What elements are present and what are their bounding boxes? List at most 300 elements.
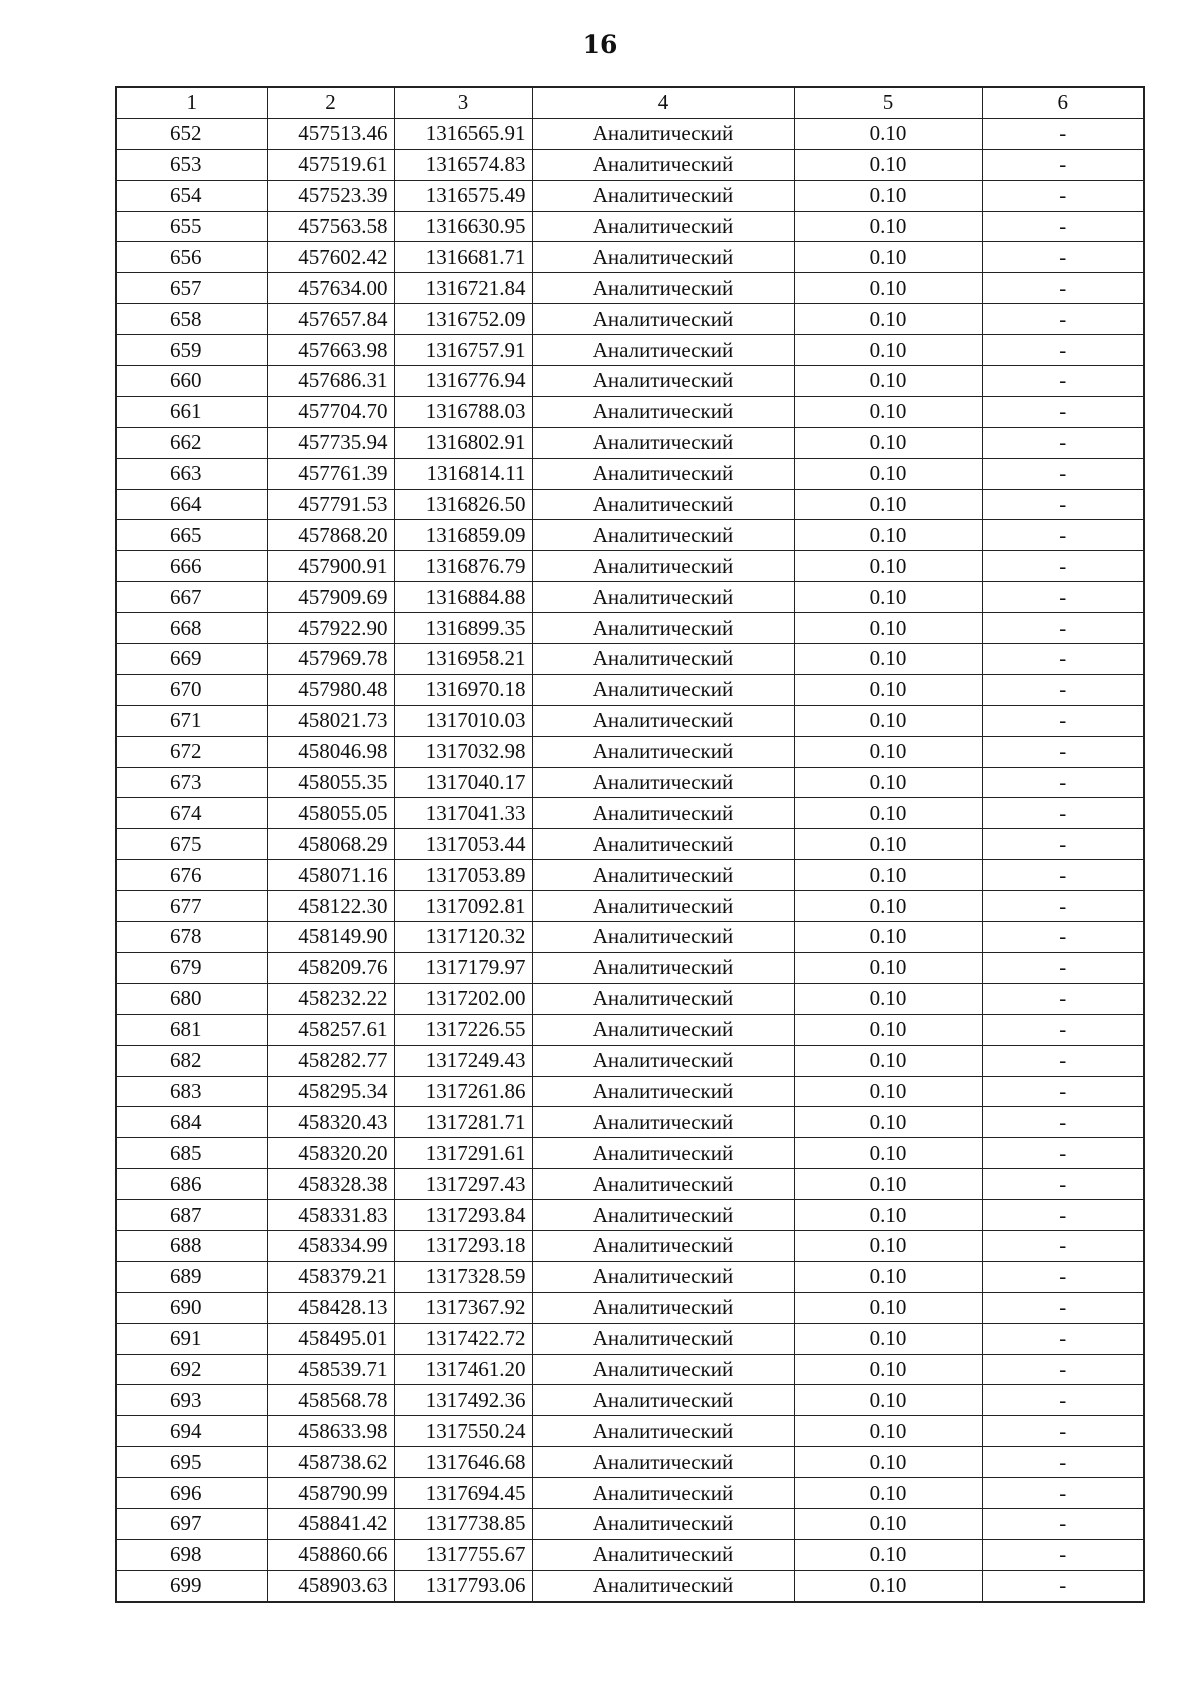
note-cell: - [982, 242, 1144, 273]
method-cell: Аналитический [532, 1323, 794, 1354]
accuracy-cell: 0.10 [794, 1107, 982, 1138]
point-number-cell: 679 [116, 952, 267, 983]
note-cell: - [982, 1478, 1144, 1509]
accuracy-cell: 0.10 [794, 1014, 982, 1045]
x-coordinate-cell: 458539.71 [267, 1354, 394, 1385]
table-row [116, 1292, 1144, 1323]
table-row [116, 118, 1144, 149]
accuracy-cell: 0.10 [794, 829, 982, 860]
point-number-cell: 659 [116, 335, 267, 366]
y-coordinate-cell: 1317202.00 [394, 983, 532, 1014]
x-coordinate-cell: 458428.13 [267, 1292, 394, 1323]
x-coordinate-cell: 458320.43 [267, 1107, 394, 1138]
point-number-cell: 672 [116, 736, 267, 767]
x-coordinate-cell: 457634.00 [267, 273, 394, 304]
point-number-cell: 691 [116, 1323, 267, 1354]
table-row [116, 396, 1144, 427]
method-cell: Аналитический [532, 149, 794, 180]
x-coordinate-cell: 457513.46 [267, 118, 394, 149]
method-cell: Аналитический [532, 1107, 794, 1138]
table-row [116, 1416, 1144, 1447]
accuracy-cell: 0.10 [794, 458, 982, 489]
point-number-cell: 682 [116, 1045, 267, 1076]
x-coordinate-cell: 457563.58 [267, 211, 394, 242]
method-cell: Аналитический [532, 1292, 794, 1323]
note-cell: - [982, 860, 1144, 891]
table-row [116, 674, 1144, 705]
method-cell: Аналитический [532, 118, 794, 149]
table-row [116, 829, 1144, 860]
table-row [116, 149, 1144, 180]
method-cell: Аналитический [532, 644, 794, 675]
point-number-cell: 658 [116, 304, 267, 335]
method-cell: Аналитический [532, 922, 794, 953]
note-cell: - [982, 1014, 1144, 1045]
y-coordinate-cell: 1316776.94 [394, 366, 532, 397]
note-cell: - [982, 149, 1144, 180]
method-cell: Аналитический [532, 1045, 794, 1076]
table-row [116, 304, 1144, 335]
table-row [116, 427, 1144, 458]
y-coordinate-cell: 1316970.18 [394, 674, 532, 705]
table-row [116, 520, 1144, 551]
column-header-1: 1 [116, 87, 267, 118]
table-row [116, 489, 1144, 520]
point-number-cell: 690 [116, 1292, 267, 1323]
x-coordinate-cell: 457686.31 [267, 366, 394, 397]
table-row [116, 1045, 1144, 1076]
y-coordinate-cell: 1317738.85 [394, 1508, 532, 1539]
x-coordinate-cell: 458149.90 [267, 922, 394, 953]
note-cell: - [982, 520, 1144, 551]
point-number-cell: 684 [116, 1107, 267, 1138]
table-row [116, 891, 1144, 922]
point-number-cell: 668 [116, 613, 267, 644]
x-coordinate-cell: 457523.39 [267, 180, 394, 211]
table-row [116, 983, 1144, 1014]
table-row [116, 273, 1144, 304]
method-cell: Аналитический [532, 1169, 794, 1200]
y-coordinate-cell: 1317226.55 [394, 1014, 532, 1045]
table-row [116, 1385, 1144, 1416]
method-cell: Аналитический [532, 1138, 794, 1169]
note-cell: - [982, 211, 1144, 242]
note-cell: - [982, 1045, 1144, 1076]
y-coordinate-cell: 1317422.72 [394, 1323, 532, 1354]
method-cell: Аналитический [532, 520, 794, 551]
y-coordinate-cell: 1316884.88 [394, 582, 532, 613]
note-cell: - [982, 273, 1144, 304]
accuracy-cell: 0.10 [794, 211, 982, 242]
x-coordinate-cell: 457663.98 [267, 335, 394, 366]
x-coordinate-cell: 458633.98 [267, 1416, 394, 1447]
note-cell: - [982, 1570, 1144, 1601]
note-cell: - [982, 767, 1144, 798]
note-cell: - [982, 1323, 1144, 1354]
accuracy-cell: 0.10 [794, 1230, 982, 1261]
accuracy-cell: 0.10 [794, 1416, 982, 1447]
table-row [116, 1261, 1144, 1292]
point-number-cell: 685 [116, 1138, 267, 1169]
y-coordinate-cell: 1317249.43 [394, 1045, 532, 1076]
point-number-cell: 662 [116, 427, 267, 458]
y-coordinate-cell: 1317793.06 [394, 1570, 532, 1601]
point-number-cell: 689 [116, 1261, 267, 1292]
point-number-cell: 696 [116, 1478, 267, 1509]
point-number-cell: 676 [116, 860, 267, 891]
x-coordinate-cell: 458331.83 [267, 1200, 394, 1231]
note-cell: - [982, 1107, 1144, 1138]
method-cell: Аналитический [532, 304, 794, 335]
y-coordinate-cell: 1316721.84 [394, 273, 532, 304]
note-cell: - [982, 1261, 1144, 1292]
y-coordinate-cell: 1317492.36 [394, 1385, 532, 1416]
point-number-cell: 661 [116, 396, 267, 427]
note-cell: - [982, 458, 1144, 489]
point-number-cell: 656 [116, 242, 267, 273]
point-number-cell: 680 [116, 983, 267, 1014]
accuracy-cell: 0.10 [794, 335, 982, 366]
accuracy-cell: 0.10 [794, 1539, 982, 1570]
accuracy-cell: 0.10 [794, 1169, 982, 1200]
y-coordinate-cell: 1316752.09 [394, 304, 532, 335]
method-cell: Аналитический [532, 1261, 794, 1292]
point-number-cell: 698 [116, 1539, 267, 1570]
accuracy-cell: 0.10 [794, 1478, 982, 1509]
x-coordinate-cell: 458738.62 [267, 1447, 394, 1478]
method-cell: Аналитический [532, 767, 794, 798]
x-coordinate-cell: 458232.22 [267, 983, 394, 1014]
accuracy-cell: 0.10 [794, 520, 982, 551]
note-cell: - [982, 983, 1144, 1014]
table-row [116, 1447, 1144, 1478]
y-coordinate-cell: 1316630.95 [394, 211, 532, 242]
method-cell: Аналитический [532, 860, 794, 891]
y-coordinate-cell: 1317281.71 [394, 1107, 532, 1138]
point-number-cell: 688 [116, 1230, 267, 1261]
x-coordinate-cell: 458860.66 [267, 1539, 394, 1570]
x-coordinate-cell: 458055.35 [267, 767, 394, 798]
note-cell: - [982, 427, 1144, 458]
note-cell: - [982, 891, 1144, 922]
point-number-cell: 699 [116, 1570, 267, 1601]
table-row [116, 335, 1144, 366]
x-coordinate-cell: 458495.01 [267, 1323, 394, 1354]
x-coordinate-cell: 458122.30 [267, 891, 394, 922]
accuracy-cell: 0.10 [794, 489, 982, 520]
method-cell: Аналитический [532, 551, 794, 582]
method-cell: Аналитический [532, 366, 794, 397]
x-coordinate-cell: 457761.39 [267, 458, 394, 489]
point-number-cell: 665 [116, 520, 267, 551]
method-cell: Аналитический [532, 736, 794, 767]
accuracy-cell: 0.10 [794, 396, 982, 427]
table-header [116, 87, 1144, 118]
method-cell: Аналитический [532, 1230, 794, 1261]
y-coordinate-cell: 1317646.68 [394, 1447, 532, 1478]
note-cell: - [982, 674, 1144, 705]
point-number-cell: 666 [116, 551, 267, 582]
x-coordinate-cell: 458295.34 [267, 1076, 394, 1107]
table-row [116, 922, 1144, 953]
y-coordinate-cell: 1316757.91 [394, 335, 532, 366]
point-number-cell: 660 [116, 366, 267, 397]
method-cell: Аналитический [532, 891, 794, 922]
point-number-cell: 664 [116, 489, 267, 520]
y-coordinate-cell: 1317550.24 [394, 1416, 532, 1447]
note-cell: - [982, 1385, 1144, 1416]
column-header-6: 6 [982, 87, 1144, 118]
y-coordinate-cell: 1316876.79 [394, 551, 532, 582]
note-cell: - [982, 1447, 1144, 1478]
note-cell: - [982, 705, 1144, 736]
x-coordinate-cell: 457791.53 [267, 489, 394, 520]
method-cell: Аналитический [532, 489, 794, 520]
note-cell: - [982, 798, 1144, 829]
method-cell: Аналитический [532, 1570, 794, 1601]
header-row [116, 87, 1144, 118]
y-coordinate-cell: 1317694.45 [394, 1478, 532, 1509]
point-number-cell: 671 [116, 705, 267, 736]
note-cell: - [982, 551, 1144, 582]
point-number-cell: 693 [116, 1385, 267, 1416]
y-coordinate-cell: 1317367.92 [394, 1292, 532, 1323]
table-row [116, 613, 1144, 644]
coordinates-table [115, 86, 1145, 1603]
method-cell: Аналитический [532, 396, 794, 427]
note-cell: - [982, 829, 1144, 860]
point-number-cell: 697 [116, 1508, 267, 1539]
y-coordinate-cell: 1316826.50 [394, 489, 532, 520]
note-cell: - [982, 1169, 1144, 1200]
method-cell: Аналитический [532, 1416, 794, 1447]
accuracy-cell: 0.10 [794, 952, 982, 983]
point-number-cell: 669 [116, 644, 267, 675]
method-cell: Аналитический [532, 1539, 794, 1570]
method-cell: Аналитический [532, 983, 794, 1014]
table-row [116, 211, 1144, 242]
method-cell: Аналитический [532, 242, 794, 273]
point-number-cell: 653 [116, 149, 267, 180]
y-coordinate-cell: 1316788.03 [394, 396, 532, 427]
y-coordinate-cell: 1317053.44 [394, 829, 532, 860]
accuracy-cell: 0.10 [794, 582, 982, 613]
note-cell: - [982, 1230, 1144, 1261]
method-cell: Аналитический [532, 829, 794, 860]
note-cell: - [982, 396, 1144, 427]
table-row [116, 458, 1144, 489]
y-coordinate-cell: 1317328.59 [394, 1261, 532, 1292]
table-row [116, 242, 1144, 273]
note-cell: - [982, 1138, 1144, 1169]
x-coordinate-cell: 458328.38 [267, 1169, 394, 1200]
point-number-cell: 667 [116, 582, 267, 613]
point-number-cell: 683 [116, 1076, 267, 1107]
table-row [116, 798, 1144, 829]
page-number: 16 [582, 30, 618, 59]
y-coordinate-cell: 1316565.91 [394, 118, 532, 149]
x-coordinate-cell: 457969.78 [267, 644, 394, 675]
x-coordinate-cell: 457868.20 [267, 520, 394, 551]
y-coordinate-cell: 1317291.61 [394, 1138, 532, 1169]
accuracy-cell: 0.10 [794, 613, 982, 644]
table-row [116, 1200, 1144, 1231]
accuracy-cell: 0.10 [794, 1076, 982, 1107]
point-number-cell: 694 [116, 1416, 267, 1447]
y-coordinate-cell: 1316859.09 [394, 520, 532, 551]
x-coordinate-cell: 458046.98 [267, 736, 394, 767]
note-cell: - [982, 952, 1144, 983]
note-cell: - [982, 613, 1144, 644]
y-coordinate-cell: 1316575.49 [394, 180, 532, 211]
accuracy-cell: 0.10 [794, 1385, 982, 1416]
table-row [116, 952, 1144, 983]
y-coordinate-cell: 1317053.89 [394, 860, 532, 891]
point-number-cell: 652 [116, 118, 267, 149]
y-coordinate-cell: 1317461.20 [394, 1354, 532, 1385]
x-coordinate-cell: 458568.78 [267, 1385, 394, 1416]
point-number-cell: 678 [116, 922, 267, 953]
note-cell: - [982, 335, 1144, 366]
table-row [116, 860, 1144, 891]
point-number-cell: 663 [116, 458, 267, 489]
y-coordinate-cell: 1317261.86 [394, 1076, 532, 1107]
y-coordinate-cell: 1317040.17 [394, 767, 532, 798]
x-coordinate-cell: 458841.42 [267, 1508, 394, 1539]
note-cell: - [982, 180, 1144, 211]
method-cell: Аналитический [532, 1508, 794, 1539]
x-coordinate-cell: 458320.20 [267, 1138, 394, 1169]
table-row [116, 767, 1144, 798]
y-coordinate-cell: 1316899.35 [394, 613, 532, 644]
accuracy-cell: 0.10 [794, 1292, 982, 1323]
accuracy-cell: 0.10 [794, 242, 982, 273]
point-number-cell: 670 [116, 674, 267, 705]
accuracy-cell: 0.10 [794, 674, 982, 705]
x-coordinate-cell: 458379.21 [267, 1261, 394, 1292]
point-number-cell: 677 [116, 891, 267, 922]
x-coordinate-cell: 457922.90 [267, 613, 394, 644]
accuracy-cell: 0.10 [794, 1261, 982, 1292]
y-coordinate-cell: 1317092.81 [394, 891, 532, 922]
y-coordinate-cell: 1317293.84 [394, 1200, 532, 1231]
column-header-2: 2 [267, 87, 394, 118]
x-coordinate-cell: 457519.61 [267, 149, 394, 180]
method-cell: Аналитический [532, 273, 794, 304]
table-row [116, 736, 1144, 767]
method-cell: Аналитический [532, 1385, 794, 1416]
accuracy-cell: 0.10 [794, 1508, 982, 1539]
method-cell: Аналитический [532, 1478, 794, 1509]
note-cell: - [982, 1200, 1144, 1231]
accuracy-cell: 0.10 [794, 427, 982, 458]
table-row [116, 1323, 1144, 1354]
accuracy-cell: 0.10 [794, 1323, 982, 1354]
method-cell: Аналитический [532, 613, 794, 644]
x-coordinate-cell: 457657.84 [267, 304, 394, 335]
note-cell: - [982, 304, 1144, 335]
y-coordinate-cell: 1317010.03 [394, 705, 532, 736]
point-number-cell: 686 [116, 1169, 267, 1200]
method-cell: Аналитический [532, 427, 794, 458]
accuracy-cell: 0.10 [794, 736, 982, 767]
note-cell: - [982, 922, 1144, 953]
note-cell: - [982, 582, 1144, 613]
point-number-cell: 657 [116, 273, 267, 304]
accuracy-cell: 0.10 [794, 891, 982, 922]
x-coordinate-cell: 457704.70 [267, 396, 394, 427]
point-number-cell: 675 [116, 829, 267, 860]
note-cell: - [982, 1508, 1144, 1539]
method-cell: Аналитический [532, 674, 794, 705]
accuracy-cell: 0.10 [794, 366, 982, 397]
x-coordinate-cell: 457980.48 [267, 674, 394, 705]
accuracy-cell: 0.10 [794, 1447, 982, 1478]
y-coordinate-cell: 1317120.32 [394, 922, 532, 953]
method-cell: Аналитический [532, 1354, 794, 1385]
table-row [116, 1570, 1144, 1601]
accuracy-cell: 0.10 [794, 118, 982, 149]
table-row [116, 705, 1144, 736]
accuracy-cell: 0.10 [794, 767, 982, 798]
y-coordinate-cell: 1317032.98 [394, 736, 532, 767]
accuracy-cell: 0.10 [794, 922, 982, 953]
table-body [116, 118, 1144, 1601]
table-row [116, 1354, 1144, 1385]
point-number-cell: 692 [116, 1354, 267, 1385]
accuracy-cell: 0.10 [794, 860, 982, 891]
y-coordinate-cell: 1317755.67 [394, 1539, 532, 1570]
x-coordinate-cell: 458068.29 [267, 829, 394, 860]
x-coordinate-cell: 457735.94 [267, 427, 394, 458]
accuracy-cell: 0.10 [794, 149, 982, 180]
table-row [116, 582, 1144, 613]
point-number-cell: 687 [116, 1200, 267, 1231]
method-cell: Аналитический [532, 458, 794, 489]
note-cell: - [982, 1354, 1144, 1385]
method-cell: Аналитический [532, 1447, 794, 1478]
method-cell: Аналитический [532, 335, 794, 366]
point-number-cell: 673 [116, 767, 267, 798]
x-coordinate-cell: 458334.99 [267, 1230, 394, 1261]
y-coordinate-cell: 1316802.91 [394, 427, 532, 458]
table-row [116, 1230, 1144, 1261]
method-cell: Аналитический [532, 705, 794, 736]
accuracy-cell: 0.10 [794, 1138, 982, 1169]
point-number-cell: 695 [116, 1447, 267, 1478]
point-number-cell: 681 [116, 1014, 267, 1045]
column-header-3: 3 [394, 87, 532, 118]
x-coordinate-cell: 458071.16 [267, 860, 394, 891]
accuracy-cell: 0.10 [794, 705, 982, 736]
x-coordinate-cell: 458790.99 [267, 1478, 394, 1509]
x-coordinate-cell: 458903.63 [267, 1570, 394, 1601]
accuracy-cell: 0.10 [794, 551, 982, 582]
table-row [116, 551, 1144, 582]
x-coordinate-cell: 457602.42 [267, 242, 394, 273]
table-row [116, 366, 1144, 397]
column-header-4: 4 [532, 87, 794, 118]
method-cell: Аналитический [532, 180, 794, 211]
accuracy-cell: 0.10 [794, 1570, 982, 1601]
accuracy-cell: 0.10 [794, 304, 982, 335]
accuracy-cell: 0.10 [794, 1045, 982, 1076]
y-coordinate-cell: 1317041.33 [394, 798, 532, 829]
method-cell: Аналитический [532, 211, 794, 242]
accuracy-cell: 0.10 [794, 1200, 982, 1231]
note-cell: - [982, 1539, 1144, 1570]
x-coordinate-cell: 457900.91 [267, 551, 394, 582]
